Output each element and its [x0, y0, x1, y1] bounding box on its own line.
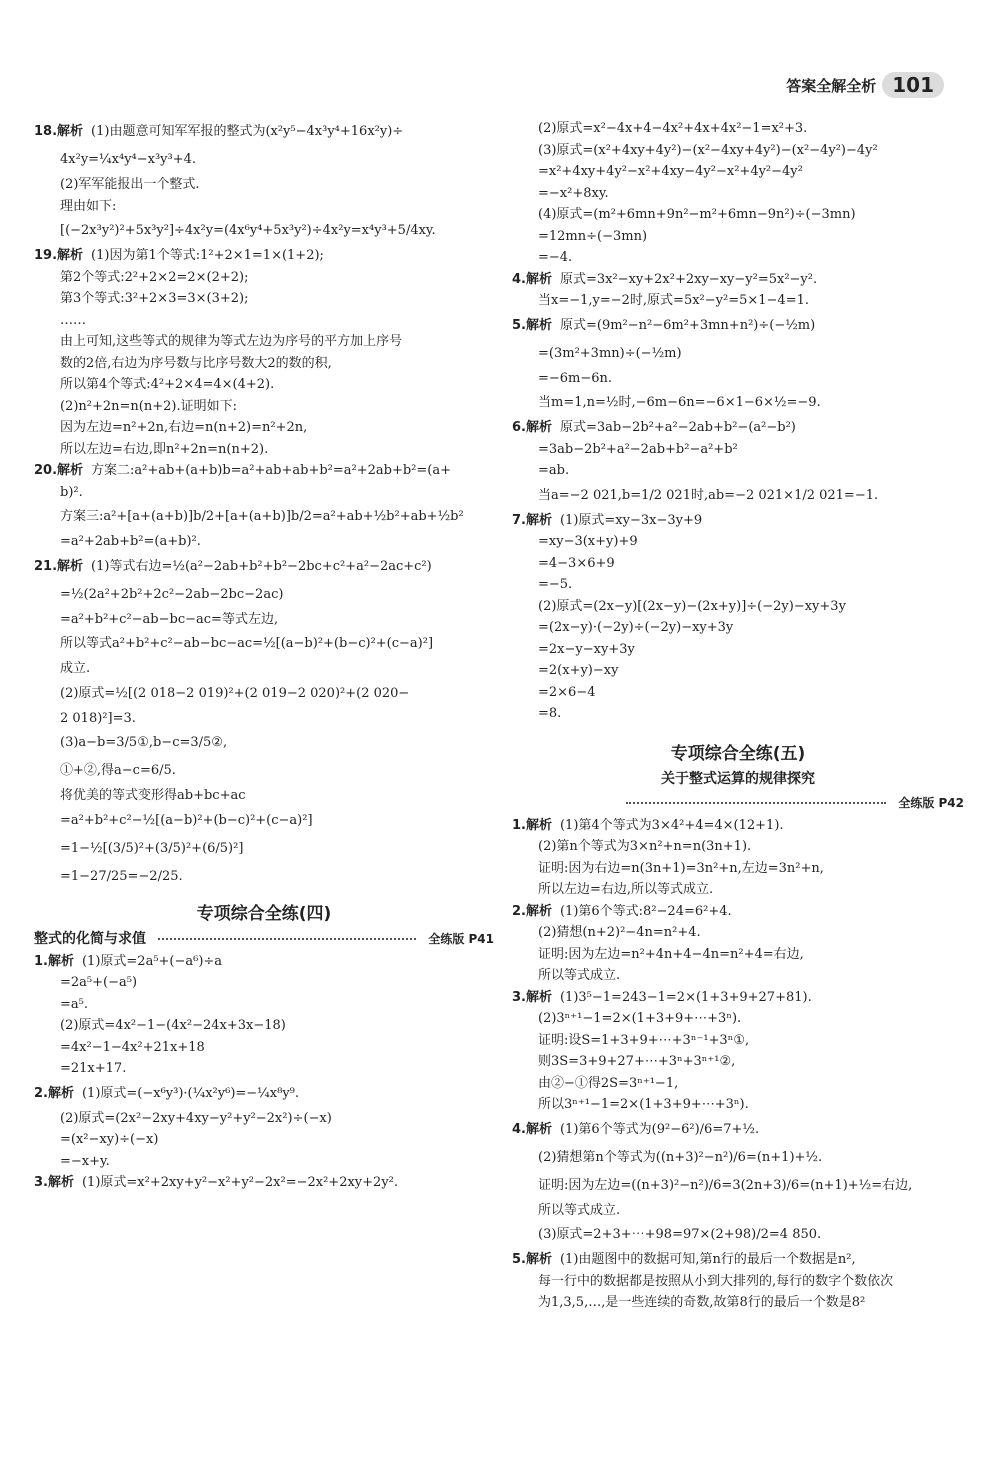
answer-text: (1)由题意可知军军报的整式为(x²y⁵−4x³y⁴+16x²y)÷ [91, 124, 404, 139]
page-number: 101 [882, 72, 944, 98]
problem-label: 3.解析 [512, 989, 552, 1005]
answer-text: (2)原式=½[(2 018−2 019)²+(2 019−2 020)²+(2 020− [60, 685, 410, 701]
answer-line [512, 1249, 964, 1271]
answer-line [34, 1080, 494, 1108]
answer-text: =−x+y. [60, 1153, 110, 1169]
answer-line [512, 161, 964, 183]
answer-line [34, 708, 494, 730]
answer-line [34, 503, 494, 531]
answer-line [512, 965, 964, 987]
section-5-subtitle: 关于整式运算的规律探究 [661, 770, 815, 787]
answer-text: (2)原式=(2x−y)[(2x−y)−(2x+y)]÷(−2y)−xy+3y [538, 598, 846, 614]
answer-text: =21x+17. [60, 1061, 127, 1076]
answer-text: (1)原式=x²+2xy+y²−x²+y²−2x²=−2x²+2xy+2y². [81, 1175, 399, 1190]
problem-label: 20.解析 [34, 463, 84, 478]
answer-line [34, 1037, 494, 1059]
left-answer-lines [34, 118, 494, 891]
answer-line [512, 531, 964, 553]
answer-text: =−6m−6n. [538, 370, 613, 386]
answer-line [512, 1094, 964, 1116]
answer-text: 第2个等式:2²+2×2=2×(2+2); [60, 269, 249, 285]
answer-line [512, 596, 964, 618]
answer-text: =(3m²+3mn)÷(−½m) [538, 345, 682, 361]
answer-text: =−x²+8xy. [538, 185, 609, 201]
problem-label: 19.解析 [34, 248, 84, 263]
answer-line [34, 1058, 494, 1080]
answer-line [512, 1221, 964, 1249]
answer-line [512, 183, 964, 205]
answer-line [34, 785, 494, 807]
answer-line [512, 901, 964, 923]
answer-line [512, 510, 964, 532]
answer-line [34, 267, 494, 289]
answer-text: =−4. [538, 250, 573, 265]
section-5-ref-row [512, 791, 964, 815]
header-title: 答案全解全析 [786, 76, 877, 95]
answer-text: =1−27/25=−2/25. [60, 868, 183, 884]
answer-text: 当m=1,n=½时,−6m−6n=−6×1−6×½=−9. [538, 395, 821, 410]
answer-text: (3)原式=2+3+⋯+98=97×(2+98)/2=4 850. [538, 1227, 822, 1242]
answer-text: 数的2倍,右边为序号数与比序号数大2的数的积, [60, 355, 332, 371]
answer-line [34, 630, 494, 658]
answer-text: (2)猜想第n个等式为((n+3)²−n²)/6=(n+1)+½. [538, 1149, 823, 1165]
answer-text: (3)原式=(x²+4xy+4y²)−(x²−4xy+4y²)−(x²−4y²)−4y² [538, 142, 878, 158]
answer-text: (2)n²+2n=n(n+2).证明如下: [60, 398, 237, 414]
answer-line [34, 658, 494, 680]
section-5-ref: 全练版 P42 [898, 795, 964, 810]
answer-text: 证明:因为左边=n²+4n+4−4n=n²+4=右边, [538, 946, 804, 962]
page-header [786, 70, 944, 100]
answer-line [34, 863, 494, 891]
answer-line [34, 196, 494, 218]
section-5-lines [512, 815, 964, 1314]
answer-line [34, 680, 494, 708]
leader-dots [626, 802, 886, 804]
answer-text: (1)原式=2a⁵+(−a⁶)÷a [81, 953, 223, 969]
problem-label: 1.解析 [34, 953, 74, 969]
answer-text: (1)原式=xy−3x−3y+9 [559, 512, 703, 528]
answer-line [512, 460, 964, 482]
answer-text: =xy−3(x+y)+9 [538, 534, 638, 549]
answer-text: 则3S=3+9+27+⋯+3ⁿ+3ⁿ⁺¹②, [538, 1054, 736, 1069]
answer-text: (1)第6个等式为(9²−6²)/6=7+½. [559, 1121, 760, 1137]
answer-text: (4)原式=(m²+6mn+9n²−m²+6mn−9n²)÷(−3mn) [538, 207, 856, 222]
answer-line [512, 140, 964, 162]
problem-label: 5.解析 [512, 1252, 552, 1267]
answer-line [512, 553, 964, 575]
answer-text: (1)等式右边=½(a²−2ab+b²+b²−2bc+c²+a²−2ac+c²) [91, 558, 432, 574]
answer-text: 成立. [60, 661, 91, 676]
answer-line [512, 482, 964, 510]
answer-line [34, 1172, 494, 1194]
answer-text: b)². [60, 484, 83, 500]
answer-line [512, 1008, 964, 1030]
problem-label: 4.解析 [512, 1121, 552, 1137]
answer-line [512, 858, 964, 880]
answer-line [512, 703, 964, 725]
answer-text: =4x²−1−4x²+21x+18 [60, 1039, 205, 1055]
answer-line [34, 553, 494, 581]
answer-line [512, 1200, 964, 1222]
answer-text: =a²+b²+c²−ab−bc−ac=等式左边, [60, 611, 279, 627]
answer-text: (1)第4个等式为3×4²+4=4×(12+1). [559, 817, 784, 833]
section-4-title: 专项综合全练(四) [196, 903, 332, 924]
answer-line [34, 531, 494, 553]
answer-line [512, 815, 964, 837]
answer-text: =2x−y−xy+3y [538, 641, 635, 657]
answer-text: =(2x−y)·(−2y)÷(−2y)−xy+3y [538, 620, 734, 635]
answer-line [34, 331, 494, 353]
answer-text: 由上可知,这些等式的规律为等式左边为序号的平方加上序号 [60, 334, 403, 349]
answer-text: 所以等式成立. [538, 968, 621, 983]
answer-text: =2(x+y)−xy [538, 663, 619, 678]
section-5-subtitle-row [512, 767, 964, 791]
answer-text: (2)原式=x²−4x+4−4x²+4x+4x²−1=x²+3. [538, 121, 808, 136]
answer-text: 理由如下: [60, 198, 117, 214]
answer-text: 因为左边=n²+2n,右边=n(n+2)=n²+2n, [60, 420, 308, 435]
answer-text: ①+②,得a−c=6/5. [60, 763, 176, 778]
answer-line [512, 1116, 964, 1144]
answer-text: [(−2x³y²)²+5x³y²]÷4x²y=(4x⁶y⁴+5x³y²)÷4x²y=x⁴y³+5/4xy. [60, 223, 436, 238]
answer-line [34, 417, 494, 439]
answer-line [34, 581, 494, 609]
answer-line [512, 1144, 964, 1172]
answer-text: =½(2a²+2b²+2c²−2ab−2bc−2ac) [60, 586, 284, 602]
answer-line [34, 1015, 494, 1037]
answer-line [34, 757, 494, 785]
answer-line [34, 374, 494, 396]
section-4-ref: 全练版 P41 [428, 931, 494, 946]
answer-line [34, 118, 494, 146]
answer-line [512, 368, 964, 390]
answer-text: =12mn÷(−3mn) [538, 228, 648, 244]
answer-text: =3ab−2b²+a²−2ab+b²−a²+b² [538, 441, 738, 457]
answer-text: (1)第6个等式:8²−24=6²+4. [559, 903, 732, 919]
answer-text: 所以左边=右边,所以等式成立. [538, 882, 714, 897]
answer-text: =a²+b²+c²−½[(a−b)²+(b−c)²+(c−a)²] [60, 812, 313, 828]
answer-text: 4x²y=¼x⁴y⁴−x³y³+4. [60, 152, 197, 167]
answer-line [34, 288, 494, 310]
answer-line [512, 660, 964, 682]
answer-text: =2a⁵+(−a⁵) [60, 975, 138, 990]
answer-text: 原式=3x²−xy+2x²+2xy−xy−y²=5x²−y². [559, 271, 818, 287]
answer-line [512, 1073, 964, 1095]
problem-label: 5.解析 [512, 317, 552, 333]
answer-line [512, 269, 964, 291]
answer-line [512, 574, 964, 596]
answer-line [512, 1030, 964, 1052]
answer-line [34, 729, 494, 757]
answer-text: =−5. [538, 577, 573, 592]
answer-text: 将优美的等式变形得ab+bc+ac [60, 788, 246, 803]
answer-text: 每一行中的数据都是按照从小到大排列的,每行的数字个数依次 [538, 1273, 894, 1289]
answer-line [34, 396, 494, 418]
answer-text: =8. [538, 706, 562, 721]
answer-line [512, 944, 964, 966]
answer-line [512, 204, 964, 226]
answer-line [34, 972, 494, 994]
answer-line [34, 353, 494, 375]
section-4-subtitle-row [34, 927, 494, 951]
right-column [512, 118, 964, 1314]
answer-text: 第3个等式:3²+2×3=3×(3+2); [60, 291, 249, 306]
problem-label: 21.解析 [34, 558, 84, 574]
answer-text: 原式=(9m²−n²−6m²+3mn+n²)÷(−½m) [559, 317, 816, 333]
answer-text: 为1,3,5,…,是一些连续的奇数,故第8行的最后一个数是8² [538, 1295, 866, 1310]
answer-line [34, 951, 494, 973]
answer-line [512, 1172, 964, 1200]
answer-text: (2)原式=4x²−1−(4x²−24x+3x−18) [60, 1018, 286, 1033]
answer-text: =2×6−4 [538, 684, 596, 700]
answer-line [512, 1292, 964, 1314]
answer-text: 方案二:a²+ab+(a+b)b=a²+ab+ab+b²=a²+2ab+b²=(a+ [91, 463, 451, 478]
answer-text: 2 018)²]=3. [60, 710, 136, 726]
answer-line [512, 340, 964, 368]
answer-text: 证明:因为右边=n(3n+1)=3n²+n,左边=3n²+n, [538, 860, 824, 876]
answer-line [512, 417, 964, 439]
answer-text: 证明:因为左边=((n+3)²−n²)/6=3(2n+3)/6=(n+1)+½=右边, [538, 1177, 913, 1193]
problem-label: 2.解析 [34, 1085, 74, 1101]
answer-text: (1)3⁵−1=243−1=2×(1+3+9+27+81). [559, 989, 812, 1005]
answer-line [34, 994, 494, 1016]
answer-text: 所以等式成立. [538, 1202, 621, 1218]
problem-label: 2.解析 [512, 903, 552, 919]
answer-line [34, 217, 494, 245]
answer-text: (1)由题图中的数据可知,第n行的最后一个数据是n², [559, 1252, 856, 1267]
answer-text: =a²+2ab+b²=(a+b)². [60, 534, 201, 549]
answer-text: (2)军军能报出一个整式. [60, 177, 200, 192]
answer-text: 所以等式a²+b²+c²−ab−bc−ac=½[(a−b)²+(b−c)²+(c−a)²] [60, 636, 434, 651]
answer-line [34, 310, 494, 332]
answer-text: (2)原式=(2x²−2xy+4xy−y²+y²−2x²)÷(−x) [60, 1110, 332, 1126]
answer-text: =1−½[(3/5)²+(3/5)²+(6/5)²] [60, 840, 244, 856]
answer-line [34, 609, 494, 631]
answer-text: (1)因为第1个等式:1²+2×1=1×(1+2); [91, 248, 324, 263]
answer-text: 当a=−2 021,b=1/2 021时,ab=−2 021×1/2 021=−1. [538, 487, 879, 503]
right-answer-lines [512, 118, 964, 725]
problem-label: 7.解析 [512, 512, 552, 528]
answer-line [34, 245, 494, 267]
answer-line [512, 312, 964, 340]
answer-text: 原式=3ab−2b²+a²−2ab+b²−(a²−b²) [559, 420, 796, 435]
answer-text: (2)猜想(n+2)²−4n=n²+4. [538, 925, 701, 940]
answer-line [512, 987, 964, 1009]
answer-line [34, 1151, 494, 1173]
answer-text: =4−3×6+9 [538, 555, 615, 571]
answer-line [512, 439, 964, 461]
answer-text: (2)第n个等式为3×n²+n=n(3n+1). [538, 839, 752, 854]
answer-line [512, 290, 964, 312]
answer-text: 所以3ⁿ⁺¹−1=2×(1+3+9+⋯+3ⁿ). [538, 1097, 749, 1112]
answer-line [512, 1051, 964, 1073]
answer-line [512, 226, 964, 248]
left-column [34, 118, 494, 1194]
answer-text: (2)3ⁿ⁺¹−1=2×(1+3+9+⋯+3ⁿ). [538, 1011, 742, 1026]
answer-text: (1)原式=(−x⁶y³)·(¼x²y⁶)=−¼x⁸y⁹. [81, 1085, 300, 1101]
answer-text: =ab. [538, 463, 570, 478]
problem-label: 1.解析 [512, 817, 552, 833]
answer-line [34, 439, 494, 461]
answer-text: 所以左边=右边,即n²+2n=n(n+2). [60, 441, 269, 457]
answer-line [512, 836, 964, 858]
answer-line [512, 247, 964, 269]
answer-text: 证明:设S=1+3+9+⋯+3ⁿ⁻¹+3ⁿ①, [538, 1032, 750, 1048]
answer-text: =x²+4xy+4y²−x²+4xy−4y²−x²+4y²−4y² [538, 164, 803, 179]
answer-line [34, 1129, 494, 1151]
answer-text: =(x²−xy)÷(−x) [60, 1132, 159, 1147]
section-4-subtitle: 整式的化简与求值 [34, 930, 146, 947]
answer-text: 当x=−1,y=−2时,原式=5x²−y²=5×1−4=1. [538, 293, 809, 308]
problem-label: 18.解析 [34, 124, 84, 139]
answer-text: 由②−①得2S=3ⁿ⁺¹−1, [538, 1075, 679, 1091]
problem-label: 4.解析 [512, 271, 552, 287]
section-4-lines [34, 951, 494, 1194]
answer-line [34, 146, 494, 174]
answer-text: 所以第4个等式:4²+2×4=4×(4+2). [60, 377, 275, 392]
section-5-title: 专项综合全练(五) [670, 743, 806, 764]
answer-line [34, 482, 494, 504]
leader-dots [158, 938, 416, 940]
answer-text: 方案三:a²+[a+(a+b)]b/2+[a+(a+b)]b/2=a²+ab+½b²+ab+½b² [60, 509, 464, 524]
answer-text: (3)a−b=3/5①,b−c=3/5②, [60, 735, 228, 750]
answer-line [512, 389, 964, 417]
answer-line [512, 118, 964, 140]
answer-line [34, 1108, 494, 1130]
answer-line [34, 807, 494, 835]
answer-text: …… [60, 312, 86, 328]
answer-line [512, 639, 964, 661]
answer-line [512, 617, 964, 639]
answer-text: =a⁵. [60, 996, 88, 1012]
problem-label: 6.解析 [512, 420, 552, 435]
answer-line [34, 174, 494, 196]
answer-line [512, 922, 964, 944]
answer-line [512, 682, 964, 704]
problem-label: 3.解析 [34, 1175, 74, 1190]
answer-line [34, 835, 494, 863]
answer-line [34, 460, 494, 482]
answer-line [512, 1271, 964, 1293]
answer-line [512, 879, 964, 901]
